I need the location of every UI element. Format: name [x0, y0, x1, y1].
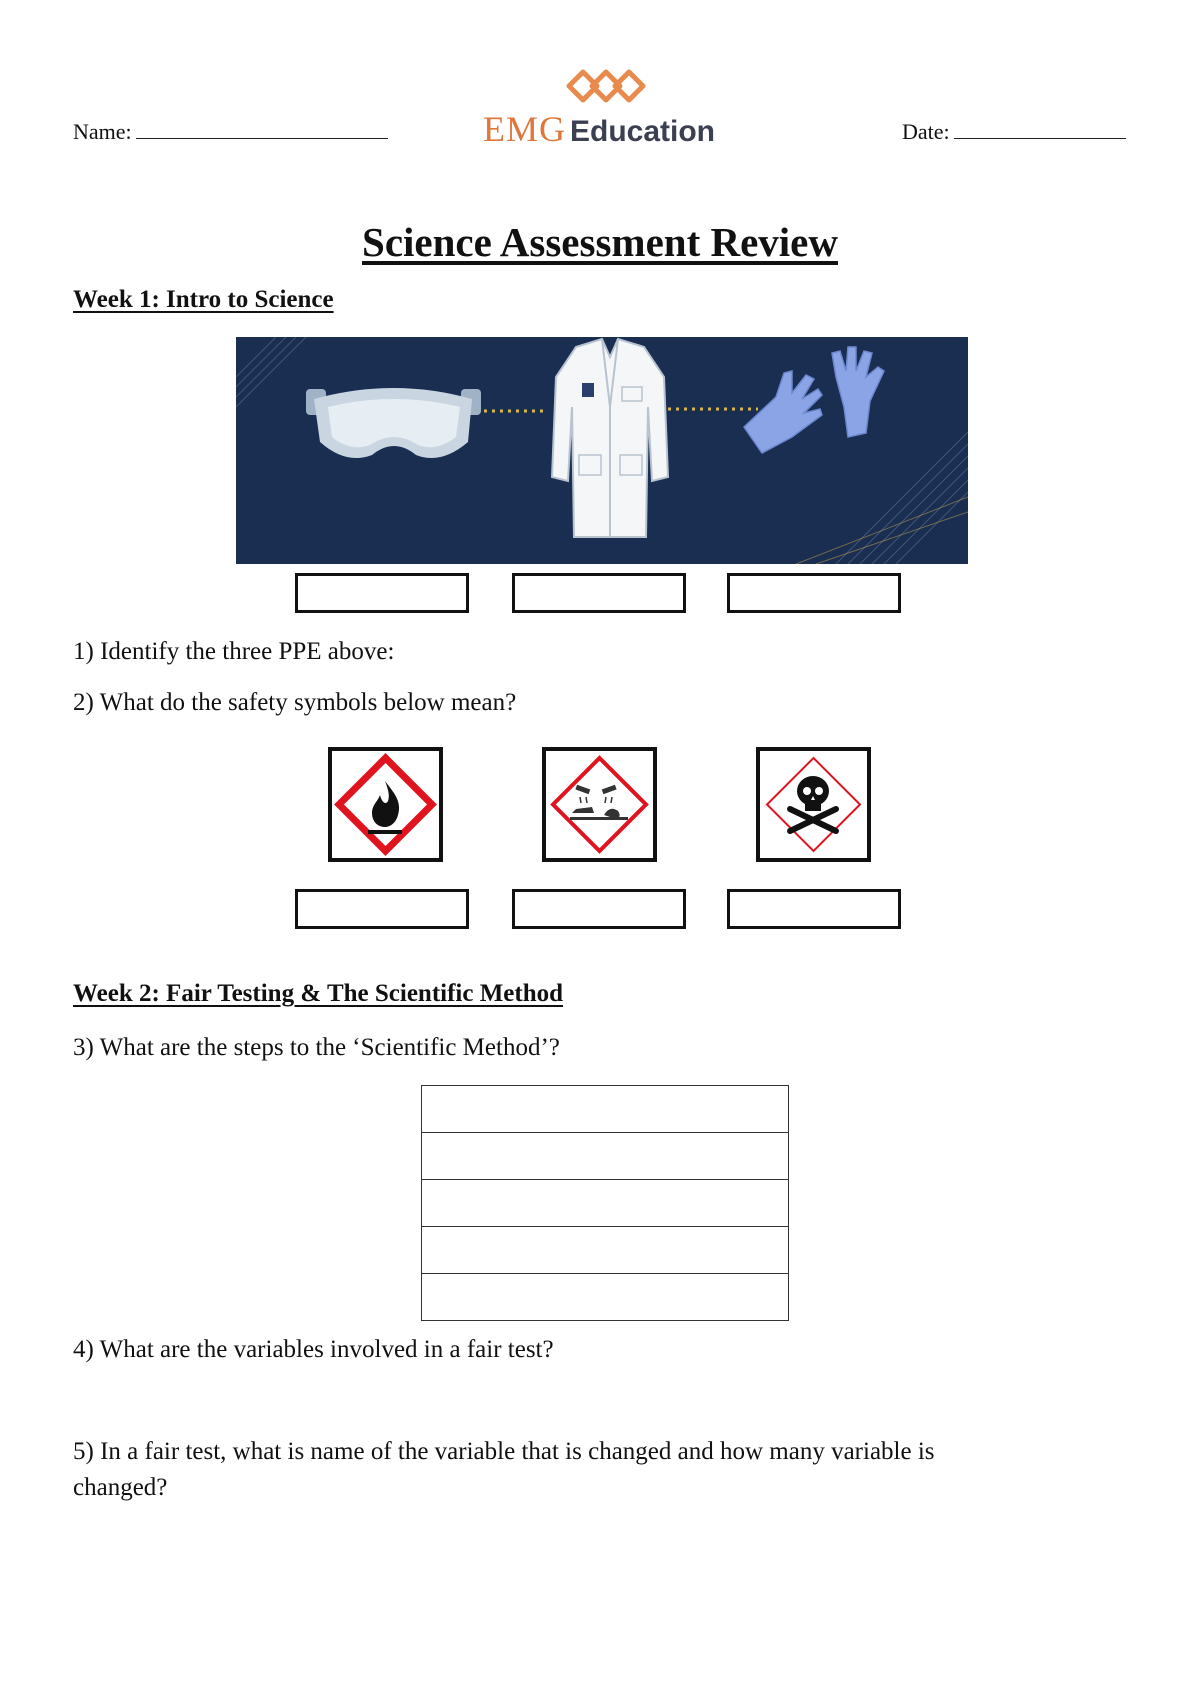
- step-row: [422, 1133, 789, 1180]
- question-1: 1) Identify the three PPE above:: [73, 638, 395, 665]
- ppe-answer-box-3[interactable]: [727, 573, 901, 613]
- page-title: Science Assessment Review: [362, 219, 838, 265]
- gloves-icon: [744, 347, 884, 453]
- step-answer-cell[interactable]: [422, 1180, 789, 1227]
- question-5: [73, 1434, 935, 1506]
- week1-heading: Week 1: Intro to Science: [73, 286, 334, 313]
- ppe-answer-box-2[interactable]: [512, 573, 686, 613]
- ppe-banner: [236, 337, 968, 564]
- logo-brand-text: EMG: [483, 109, 566, 149]
- date-label: Date:: [902, 119, 950, 144]
- toxic-icon: [760, 751, 867, 858]
- logo-suffix-text: Education: [570, 115, 716, 148]
- emg-education-logo: [483, 64, 733, 154]
- lab-coat-icon: [552, 339, 668, 537]
- corrosive-icon: [546, 751, 653, 858]
- scientific-method-steps-table: [421, 1085, 789, 1321]
- step-row: [422, 1180, 789, 1227]
- name-field[interactable]: [73, 118, 388, 145]
- symbol-answer-box-1[interactable]: [295, 889, 469, 929]
- step-answer-cell[interactable]: [422, 1227, 789, 1274]
- goggles-icon: [306, 388, 481, 458]
- week2-heading: Week 2: Fair Testing & The Scientific Method: [73, 980, 564, 1007]
- question-5-line-1: 5) In a fair test, what is name of the variable that is changed and how many variable is: [73, 1438, 935, 1465]
- flammable-icon: [332, 751, 439, 858]
- symbol-answer-box-2[interactable]: [512, 889, 686, 929]
- corrosive-symbol-frame: [542, 747, 657, 862]
- name-label: Name:: [73, 119, 132, 144]
- step-row: [422, 1274, 789, 1321]
- question-3: 3) What are the steps to the ‘Scientific Method’?: [73, 1034, 560, 1061]
- name-blank-line[interactable]: [136, 118, 388, 139]
- question-4: 4) What are the variables involved in a fair test?: [73, 1336, 554, 1363]
- toxic-symbol-frame: [756, 747, 871, 862]
- emg-logo-mark-icon: [561, 64, 651, 108]
- symbol-answer-box-3[interactable]: [727, 889, 901, 929]
- question-2: 2) What do the safety symbols below mean?: [73, 689, 517, 716]
- step-answer-cell[interactable]: [422, 1086, 789, 1133]
- ppe-banner-graphic: [236, 337, 968, 564]
- flammable-symbol-frame: [328, 747, 443, 862]
- question-5-line-2: changed?: [73, 1474, 168, 1501]
- step-answer-cell[interactable]: [422, 1274, 789, 1321]
- step-row: [422, 1086, 789, 1133]
- date-field[interactable]: [902, 118, 1126, 145]
- ppe-answer-box-1[interactable]: [295, 573, 469, 613]
- step-row: [422, 1227, 789, 1274]
- date-blank-line[interactable]: [954, 118, 1126, 139]
- step-answer-cell[interactable]: [422, 1133, 789, 1180]
